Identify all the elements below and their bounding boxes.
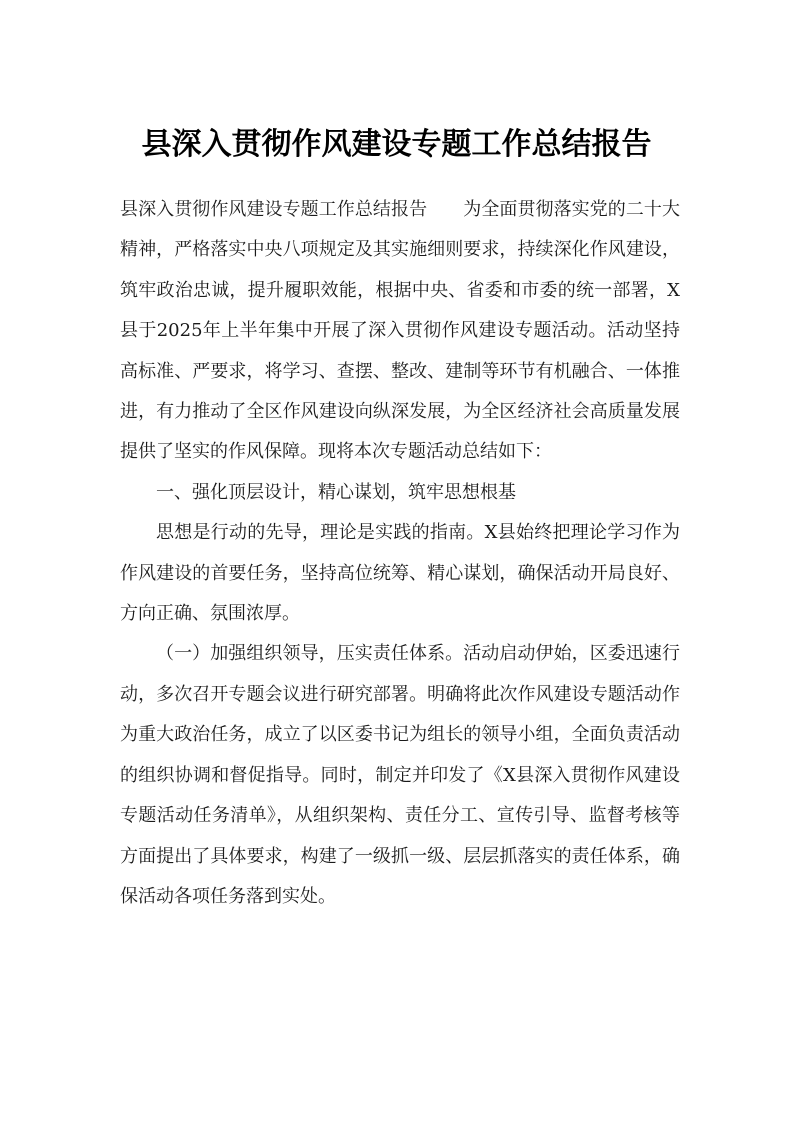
section-heading: 一、强化顶层设计，精心谋划，筑牢思想根基 <box>156 481 516 503</box>
document-title: 县深入贯彻作风建设专题工作总结报告 <box>141 127 652 162</box>
intro-paragraph: 县深入贯彻作风建设专题工作总结报告 为全面贯彻落实党的二十大精神，严格落实中央八项规定及其实施细则要求，持续深化作风建设，筑牢政治忠诚，提升履职效能，根据中央、省委和市委的统一部署，X县于2025年上半年集中开展了深入贯彻作风建设专题活动。活动坚持高标准、严要求，将学习、查摆、整改、建制等环节有机融合、一体推进，有力推动了全区作风建设向纵深发展，为全区经济社会高质量发展提供了坚实的作风保障。现将本次专题活动总结如下： <box>120 199 680 463</box>
section-paragraph: 思想是行动的先导，理论是实践的指南。X县始终把理论学习作为作风建设的首要任务，坚持高位统筹、精心谋划，确保活动开局良好、方向正确、氛围浓厚。 <box>120 522 680 625</box>
subsection-paragraph: （一）加强组织领导，压实责任体系。活动启动伊始，区委迅速行动，多次召开专题会议进行研究部署。明确将此次作风建设专题活动作为重大政治任务，成立了以区委书记为组长的领导小组，全面负责活动的组织协调和督促指导。同时，制定并印发了《X县深入贯彻作风建设专题活动任务清单》，从组织架构、责任分工、宣传引导、监督考核等方面提出了具体要求，构建了一级抓一级、层层抓落实的责任体系，确保活动各项任务落到实处。 <box>120 643 680 907</box>
document-body <box>120 190 680 917</box>
